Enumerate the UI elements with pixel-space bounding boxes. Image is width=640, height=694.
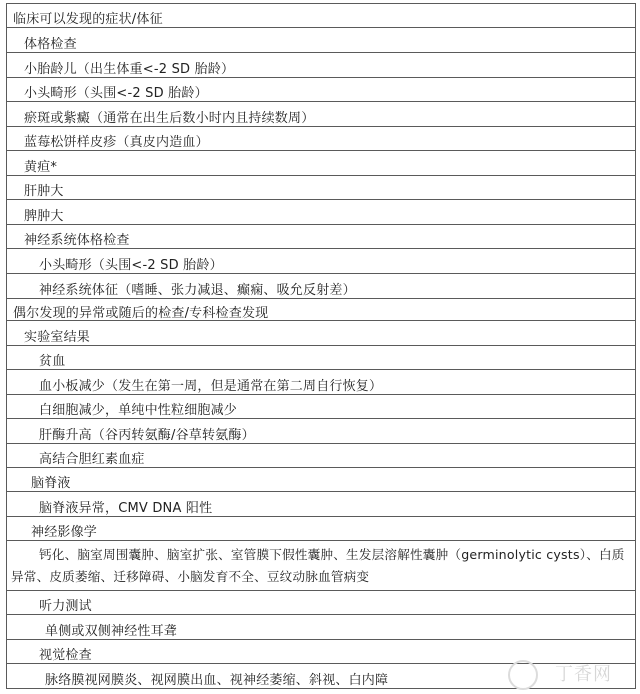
table-row (6, 27, 636, 52)
table-row (6, 101, 636, 126)
row-text: 肝肿大 (24, 184, 64, 199)
row-text: 小胎龄儿（出生体重<-2 SD 胎龄） (24, 62, 235, 77)
row-text: 贫血 (39, 354, 66, 369)
row-text: 血小板减少（发生在第一周，但是通常在第二周自行恢复） (39, 379, 383, 394)
row-text: 蓝莓松饼样皮疹（真皮内造血） (24, 135, 209, 150)
row-text: 单侧或双侧神经性耳聋 (45, 624, 178, 639)
table-row (6, 248, 636, 273)
table-row (6, 639, 636, 663)
table-row (6, 345, 636, 369)
row-text: 神经系统体格检查 (24, 233, 130, 248)
row-text: 肝酶升高（谷丙转氨酶/谷草转氨酶） (39, 428, 255, 443)
row-text: 小头畸形（头围<-2 SD 胎龄） (24, 86, 208, 101)
row-text: 瘀斑或紫癜（通常在出生后数小时内且持续数周） (24, 111, 315, 126)
symptom-table (6, 3, 636, 689)
watermark: 丁香网 (555, 664, 612, 685)
row-text: 脑脊液异常，CMV DNA 阳性 (39, 501, 213, 516)
row-text: 钙化、脑室周围囊肿、脑室扩张、室管膜下假性囊肿、生发层溶解性囊肿（germinolytic cysts）、白质异常、皮质萎缩、迁移障碍、小脑发育不全、豆纹动脉血管病变 (11, 547, 625, 584)
table-row (6, 369, 636, 394)
row-text: 脑脊液 (31, 476, 71, 491)
table-row (6, 590, 636, 614)
table-row (6, 320, 636, 345)
table-row (6, 491, 636, 516)
row-text: 偶尔发现的异常或随后的检查/专科检查发现 (13, 306, 269, 321)
table-row (6, 394, 636, 418)
row-text: 视觉检查 (39, 648, 92, 663)
table-row (6, 224, 636, 248)
row-text: 脾肿大 (24, 209, 64, 224)
table-row (6, 443, 636, 467)
row-text: 神经系统体征（嗜睡、张力减退、癫痫、吸允反射差） (39, 283, 356, 298)
row-text: 脉络膜视网膜炎、视网膜出血、视神经萎缩、斜视、白内障 (45, 673, 389, 688)
table-row (6, 516, 636, 540)
table-row (6, 663, 636, 689)
row-text: 白细胞减少，单纯中性粒细胞减少 (39, 403, 238, 418)
table-row (6, 126, 636, 150)
table-row (6, 150, 636, 175)
table-row (6, 77, 636, 101)
row-text: 临床可以发现的症状/体征 (13, 12, 163, 27)
row-text: 听力测试 (39, 599, 92, 614)
row-text: 黄疸* (24, 160, 58, 175)
table-row (6, 3, 636, 27)
table-row (6, 298, 636, 320)
table-row (6, 418, 636, 443)
row-text: 神经影像学 (31, 525, 98, 540)
watermark-logo-icon (508, 660, 538, 690)
table-row (6, 199, 636, 224)
table-row (6, 614, 636, 639)
row-text: 实验室结果 (24, 330, 91, 345)
table-row (6, 540, 636, 590)
table-row (6, 273, 636, 298)
row-text: 小头畸形（头围<-2 SD 胎龄） (39, 258, 223, 273)
row-text: 高结合胆红素血症 (39, 452, 145, 467)
row-text: 体格检查 (24, 37, 77, 52)
table-row (6, 52, 636, 77)
table-row (6, 467, 636, 491)
table-row (6, 175, 636, 199)
